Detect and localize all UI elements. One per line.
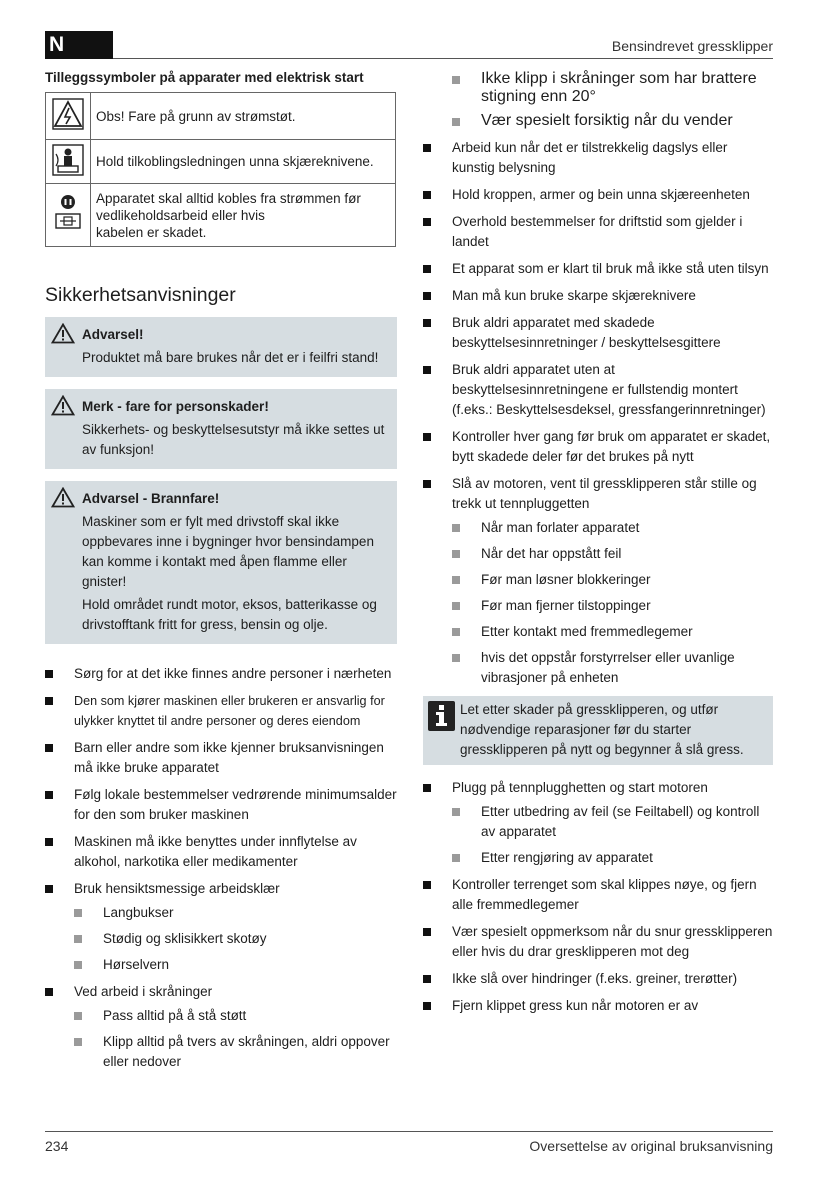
list-item: Overhold bestemmelser for driftstid som gjelder i landet: [423, 212, 773, 252]
sub-list-item: Før man løsner blokkeringer: [452, 570, 773, 590]
list-item: [423, 778, 773, 868]
symbol-text-line: kabelen er skadet.: [96, 224, 207, 240]
warning-title: Merk - fare for personskader!: [82, 399, 269, 414]
list-item-text: Bruk hensiktsmessige arbeidsklær: [74, 881, 280, 896]
section-title: Sikkerhetsanvisninger: [45, 284, 236, 306]
right-column: [423, 70, 773, 1023]
sub-list-item: Klipp alltid på tvers av skråningen, aldri oppover eller nedover: [74, 1032, 397, 1072]
warning-title: Advarsel!: [82, 327, 144, 342]
document-title: Bensindrevet gressklipper: [611, 38, 773, 54]
sub-list-item: Når man forlater apparatet: [452, 518, 773, 538]
list-item: Bruk aldri apparatet med skadede beskyttelsesinnretninger / beskyttelsesgittere: [423, 313, 773, 353]
info-text: Let etter skader på gressklipperen, og utfør nødvendige reparasjoner før du starter gressklipperen på nytt og begynner å slå gress.: [460, 702, 744, 757]
safety-list: [423, 778, 773, 1016]
symbol-text-line: Apparatet skal alltid kobles fra strømmen før: [96, 190, 361, 206]
sub-list-item: Etter rengjøring av apparatet: [452, 848, 773, 868]
symbol-text: [91, 184, 396, 247]
warning-text: Maskiner som er fylt med drivstoff skal ikke oppbevares inne i bygninger hvor bensindampen kan komme i kontakt med åpen flamme eller gnister!: [82, 514, 374, 589]
sub-list-item: Ikke klipp i skråninger som har brattere stigning enn 20°: [452, 70, 773, 106]
footer-divider: [45, 1131, 773, 1132]
header-divider: [113, 58, 773, 59]
symbols-table: [45, 92, 396, 247]
info-icon: [428, 701, 455, 731]
list-item: Fjern klippet gress kun når motoren er av: [423, 996, 773, 1016]
left-column: [45, 70, 397, 1079]
sub-list-item: Vær spesielt forsiktig når du vender: [452, 112, 773, 130]
list-item-text: Ved arbeid i skråninger: [74, 984, 213, 999]
warning-title: Advarsel - Brannfare!: [82, 491, 220, 506]
list-item: Den som kjører maskinen eller brukeren er ansvarlig for ulykker knyttet til andre personer og deres eiendom: [45, 691, 397, 731]
warning-text: Sikkerhets- og beskyttelsesutstyr må ikke settes ut av funksjon!: [82, 422, 385, 457]
list-item: Arbeid kun når det er tilstrekkelig dagslys eller kunstig belysning: [423, 138, 773, 178]
sub-list: [452, 518, 773, 688]
symbol-row: [46, 140, 396, 184]
list-item: Kontroller hver gang før bruk om apparatet er skadet, bytt skadede deler før det brukes på nytt: [423, 427, 773, 467]
list-item: Maskinen må ikke benyttes under innflytelse av alkohol, narkotika eller medikamenter: [45, 832, 397, 872]
info-box: [423, 696, 773, 765]
warning-box: [45, 317, 397, 377]
electric-shock-warning-icon: [46, 93, 91, 140]
sub-list: [74, 1006, 397, 1072]
list-item: Barn eller andre som ikke kjenner bruksanvisningen må ikke bruke apparatet: [45, 738, 397, 778]
symbol-row: [46, 184, 396, 247]
warning-text: Hold området rundt motor, eksos, batterikasse og drivstofftank fritt for gress, bensin og olje.: [82, 597, 377, 632]
list-item: [423, 474, 773, 688]
list-item: Bruk aldri apparatet uten at beskyttelsesinnretningene er fullstendig montert (f.eks.: Beskyttelsesdeksel, gressfangerinnretninger): [423, 360, 773, 420]
sub-list-item: Stødig og sklisikkert skotøy: [74, 929, 397, 949]
list-item: Hold kroppen, armer og bein unna skjæreenheten: [423, 185, 773, 205]
warning-text: Produktet må bare brukes når det er i feilfri stand!: [82, 350, 379, 365]
warning-box: [45, 389, 397, 469]
list-item: Vær spesielt oppmerksom når du snur gressklipperen eller hvis du drar gresklipperen mot deg: [423, 922, 773, 962]
sub-list-item: hvis det oppstår forstyrrelser eller uvanlige vibrasjoner på enheten: [452, 648, 773, 688]
list-item: Et apparat som er klart til bruk må ikke stå uten tilsyn: [423, 259, 773, 279]
symbol-text: Obs! Fare på grunn av strømstøt.: [91, 93, 396, 140]
language-badge: N: [45, 31, 113, 59]
safety-list: [45, 664, 397, 1072]
sub-list: [74, 903, 397, 975]
sub-list-item: Når det har oppstått feil: [452, 544, 773, 564]
symbol-text-line: vedlikeholdsarbeid eller hvis: [96, 207, 265, 223]
list-item: Ikke slå over hindringer (f.eks. greiner, trerøtter): [423, 969, 773, 989]
list-item: Sørg for at det ikke finnes andre personer i nærheten: [45, 664, 397, 684]
sub-list-item: Pass alltid på å stå støtt: [74, 1006, 397, 1026]
list-item: Man må kun bruke skarpe skjæreknivere: [423, 286, 773, 306]
sub-list-item: Langbukser: [74, 903, 397, 923]
list-item: [45, 982, 397, 1072]
list-item-text: Slå av motoren, vent til gressklipperen står stille og trekk ut tennpluggetten: [452, 476, 757, 511]
symbols-heading: Tilleggssymboler på apparater med elektrisk start: [45, 70, 364, 85]
list-item: Følg lokale bestemmelser vedrørende minimumsalder for den som bruker maskinen: [45, 785, 397, 825]
sub-list: [452, 70, 773, 130]
sub-list-item: Etter kontakt med fremmedlegemer: [452, 622, 773, 642]
symbol-row: [46, 93, 396, 140]
warning-triangle-icon: [51, 487, 75, 508]
sub-list-item: Hørselvern: [74, 955, 397, 975]
footer-text: Oversettelse av original bruksanvisning: [529, 1138, 773, 1154]
symbol-text: Hold tilkoblingsledningen unna skjæreknivene.: [91, 140, 396, 184]
sub-list-item: Etter utbedring av feil (se Feiltabell) og kontroll av apparatet: [452, 802, 773, 842]
list-item: [45, 879, 397, 975]
safety-list: [423, 138, 773, 688]
warning-triangle-icon: [51, 395, 75, 416]
sub-list: [452, 802, 773, 868]
list-item-text: Plugg på tennplugghetten og start motoren: [452, 780, 708, 795]
cable-away-from-blades-icon: [46, 140, 91, 184]
page-number: 234: [45, 1138, 69, 1154]
warning-box: [45, 481, 397, 644]
warning-triangle-icon: [51, 323, 75, 344]
sub-list-item: Før man fjerner tilstoppinger: [452, 596, 773, 616]
disconnect-plug-icon: [46, 184, 91, 247]
list-item: Kontroller terrenget som skal klippes nøye, og fjern alle fremmedlegemer: [423, 875, 773, 915]
